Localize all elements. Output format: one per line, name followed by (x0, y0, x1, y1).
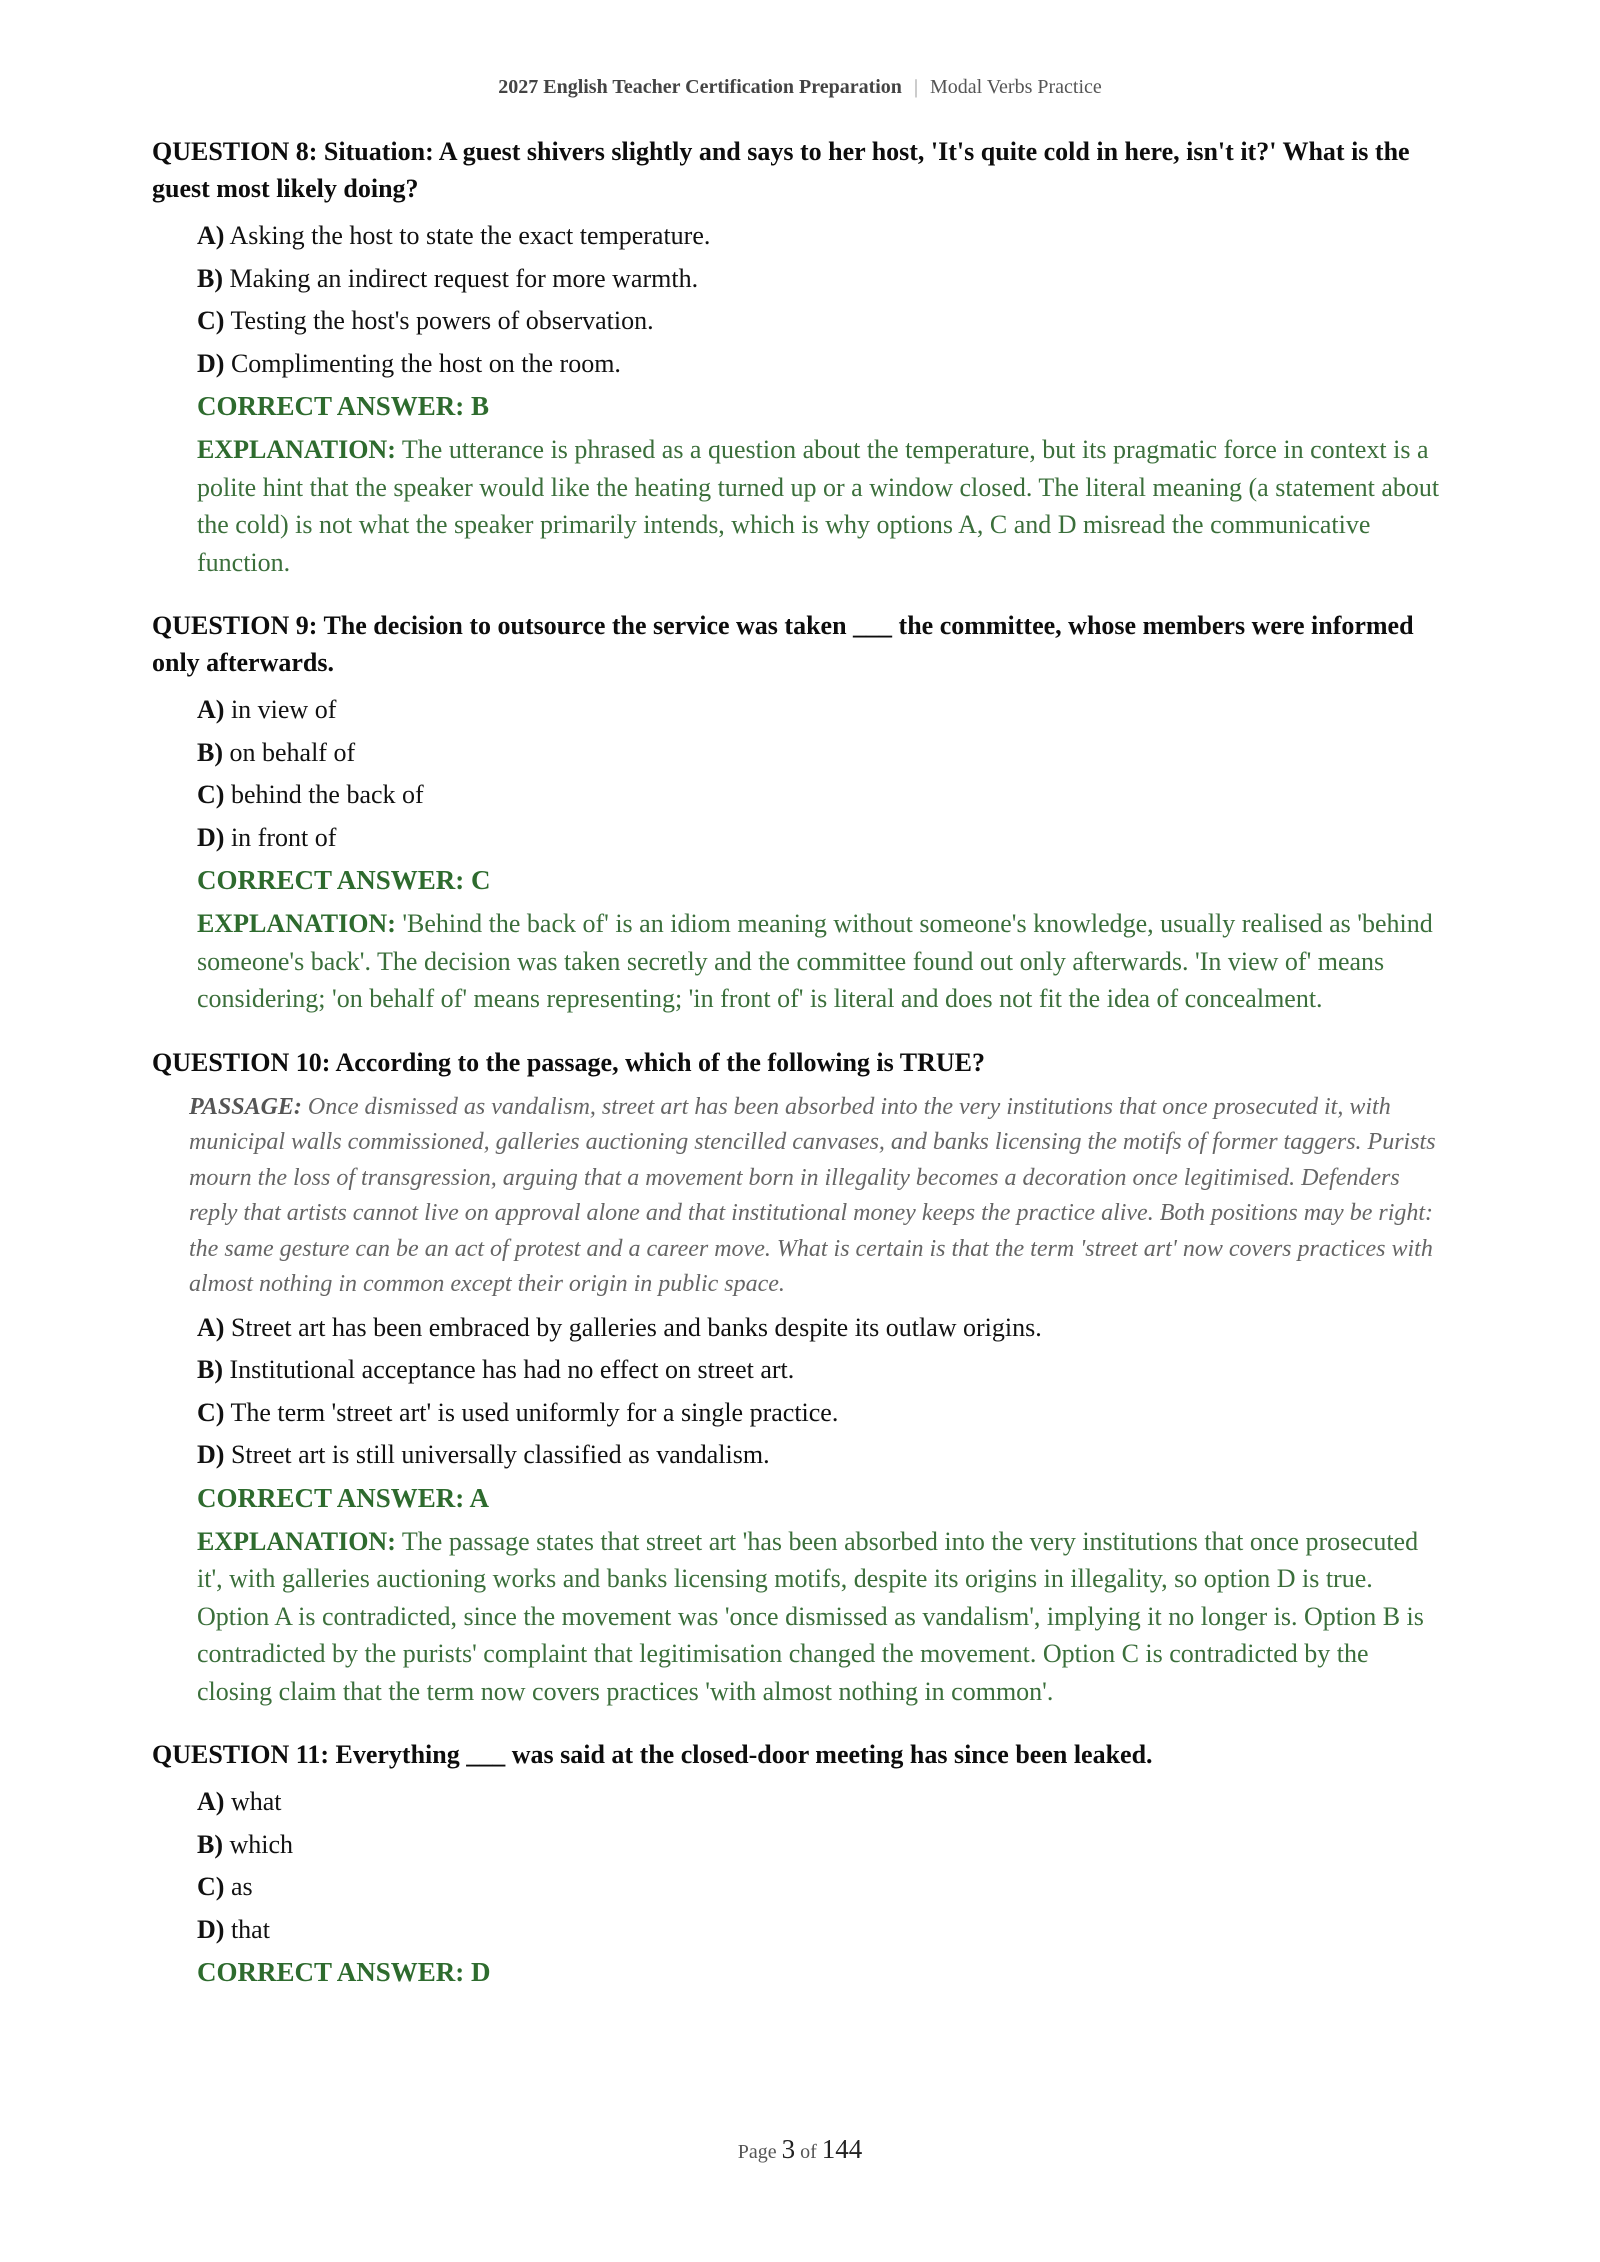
option-letter: C) (197, 1872, 225, 1901)
option-text: behind the back of (230, 780, 424, 809)
question-8 (152, 133, 1448, 581)
option-a[interactable] (197, 1307, 1448, 1350)
option-text: Street art is still universally classified as vandalism. (230, 1440, 770, 1469)
total-pages: 144 (821, 2134, 863, 2164)
option-letter: C) (197, 1397, 225, 1427)
option-text: in front of (230, 822, 337, 852)
option-b[interactable] (197, 1349, 1448, 1392)
correct-answer: CORRECT ANSWER: B (197, 391, 490, 421)
passage-label: PASSAGE: (189, 1093, 302, 1120)
explanation-label: EXPLANATION: (197, 909, 396, 938)
option-d[interactable] (197, 1909, 1448, 1952)
option-text: that (230, 1914, 270, 1944)
option-letter: A) (197, 1312, 225, 1342)
option-d[interactable] (197, 817, 1448, 860)
option-letter: B) (197, 1355, 223, 1384)
page-footer (0, 2134, 1600, 2165)
option-letter: B) (197, 263, 223, 293)
option-a[interactable] (197, 689, 1448, 732)
question-11 (152, 1736, 1448, 1993)
page-header (0, 76, 1600, 99)
questions-content (152, 133, 1448, 1993)
option-letter: A) (197, 221, 225, 250)
option-text: Making an indirect request for more warmth. (229, 263, 699, 293)
options-list (197, 689, 1448, 859)
option-text: Complimenting the host on the room. (230, 348, 621, 378)
option-text: Institutional acceptance has had no effect on street art. (229, 1355, 795, 1384)
option-d[interactable] (197, 1434, 1448, 1477)
option-letter: B) (197, 737, 223, 767)
options-list (197, 1307, 1448, 1477)
explanation-text: 'Behind the back of' is an idiom meaning without someone's knowledge, usually realised as 'behind someone's back'. The decision was taken secretly and the committee found out only afterwards. 'In view of' means considering; 'on behalf of' means representing; 'in front of' is literal and does not fit the idea of concealment. (197, 909, 1433, 1013)
explanation-text: The passage states that street art 'has been absorbed into the very institutions that once prosecuted it', with galleries auctioning works and banks licensing motifs, despite its origins in illegality, so option D is true. Option A is contradicted, since the movement was 'once dismissed as vandalism', implying it no longer is. Option B is contradicted by the purists' complaint that legitimisation changed the movement. Option C is contradicted by the closing claim that the term now covers practices 'with almost nothing in common'. (197, 1526, 1424, 1706)
options-list (197, 1781, 1448, 1951)
question-title: QUESTION 11: Everything ___ was said at the closed-door meeting has since been leaked. (152, 1740, 1153, 1769)
option-letter: C) (197, 780, 225, 809)
question-title: QUESTION 9: The decision to outsource the service was taken ___ the committee, whose members were informed only afterwards. (152, 611, 1414, 677)
document-subtitle: Modal Verbs Practice (929, 76, 1102, 98)
correct-answer: CORRECT ANSWER: A (197, 1482, 490, 1513)
reading-passage (189, 1090, 1448, 1303)
option-text: Street art has been embraced by galleries and banks despite its outlaw origins. (230, 1312, 1042, 1342)
option-text: which (229, 1829, 294, 1859)
option-letter: A) (197, 1787, 225, 1816)
options-list (197, 215, 1448, 385)
option-letter: A) (197, 695, 225, 724)
page-word: Page (737, 2141, 777, 2163)
correct-answer: CORRECT ANSWER: D (197, 1957, 491, 1987)
explanation (197, 431, 1448, 581)
option-a[interactable] (197, 1781, 1448, 1824)
option-b[interactable] (197, 1824, 1448, 1867)
option-d[interactable] (197, 343, 1448, 386)
explanation (197, 905, 1448, 1018)
option-letter: D) (197, 1440, 225, 1469)
document-title: 2027 English Teacher Certification Preparation (498, 76, 902, 98)
question-10 (152, 1044, 1448, 1711)
option-text: on behalf of (229, 737, 356, 767)
page-number: 3 (781, 2134, 796, 2164)
option-c[interactable] (197, 774, 1448, 817)
option-text: what (230, 1787, 282, 1816)
question-title: QUESTION 8: Situation: A guest shivers slightly and says to her host, 'It's quite cold in here, isn't it?' What is the guest most likely doing? (152, 137, 1410, 203)
option-text: in view of (230, 695, 337, 724)
of-word: of (800, 2141, 817, 2163)
option-letter: B) (197, 1829, 223, 1859)
explanation-label: EXPLANATION: (197, 435, 396, 464)
passage-text: Once dismissed as vandalism, street art has been absorbed into the very institutions that once prosecuted it, with municipal walls commissioned, galleries auctioning stencilled canvases, and banks licensing the motifs of former taggers. Purists mourn the loss of transgression, arguing that a movement born in illegality becomes a decoration once legitimised. Defenders reply that artists cannot live on approval alone and that institutional money keeps the practice alive. Both positions may be right: the same gesture can be an act of protest and a career move. What is certain is that the term 'street art' now covers practices with almost nothing in common except their origin in public space. (189, 1093, 1436, 1297)
question-9 (152, 607, 1448, 1018)
option-b[interactable] (197, 258, 1448, 301)
option-letter: C) (197, 306, 225, 335)
option-b[interactable] (197, 732, 1448, 775)
option-text: as (230, 1872, 253, 1901)
option-text: Asking the host to state the exact temperature. (229, 221, 711, 250)
option-c[interactable] (197, 300, 1448, 343)
explanation (197, 1523, 1448, 1711)
option-text: The term 'street art' is used uniformly for a single practice. (230, 1397, 839, 1427)
option-letter: D) (197, 348, 225, 378)
question-title: QUESTION 10: According to the passage, which of the following is TRUE? (152, 1047, 986, 1077)
option-a[interactable] (197, 215, 1448, 258)
option-c[interactable] (197, 1866, 1448, 1909)
correct-answer: CORRECT ANSWER: C (197, 865, 491, 895)
option-letter: D) (197, 822, 225, 852)
explanation-label: EXPLANATION: (197, 1526, 396, 1556)
explanation-text: The utterance is phrased as a question about the temperature, but its pragmatic force in context is a polite hint that the speaker would like the heating turned up or a window closed. The literal meaning (a statement about the cold) is not what the speaker primarily intends, which is why options A, C and D misread the communicative function. (197, 435, 1440, 577)
header-separator: | (913, 76, 918, 98)
option-c[interactable] (197, 1392, 1448, 1435)
option-text: Testing the host's powers of observation. (230, 306, 654, 335)
option-letter: D) (197, 1914, 225, 1944)
